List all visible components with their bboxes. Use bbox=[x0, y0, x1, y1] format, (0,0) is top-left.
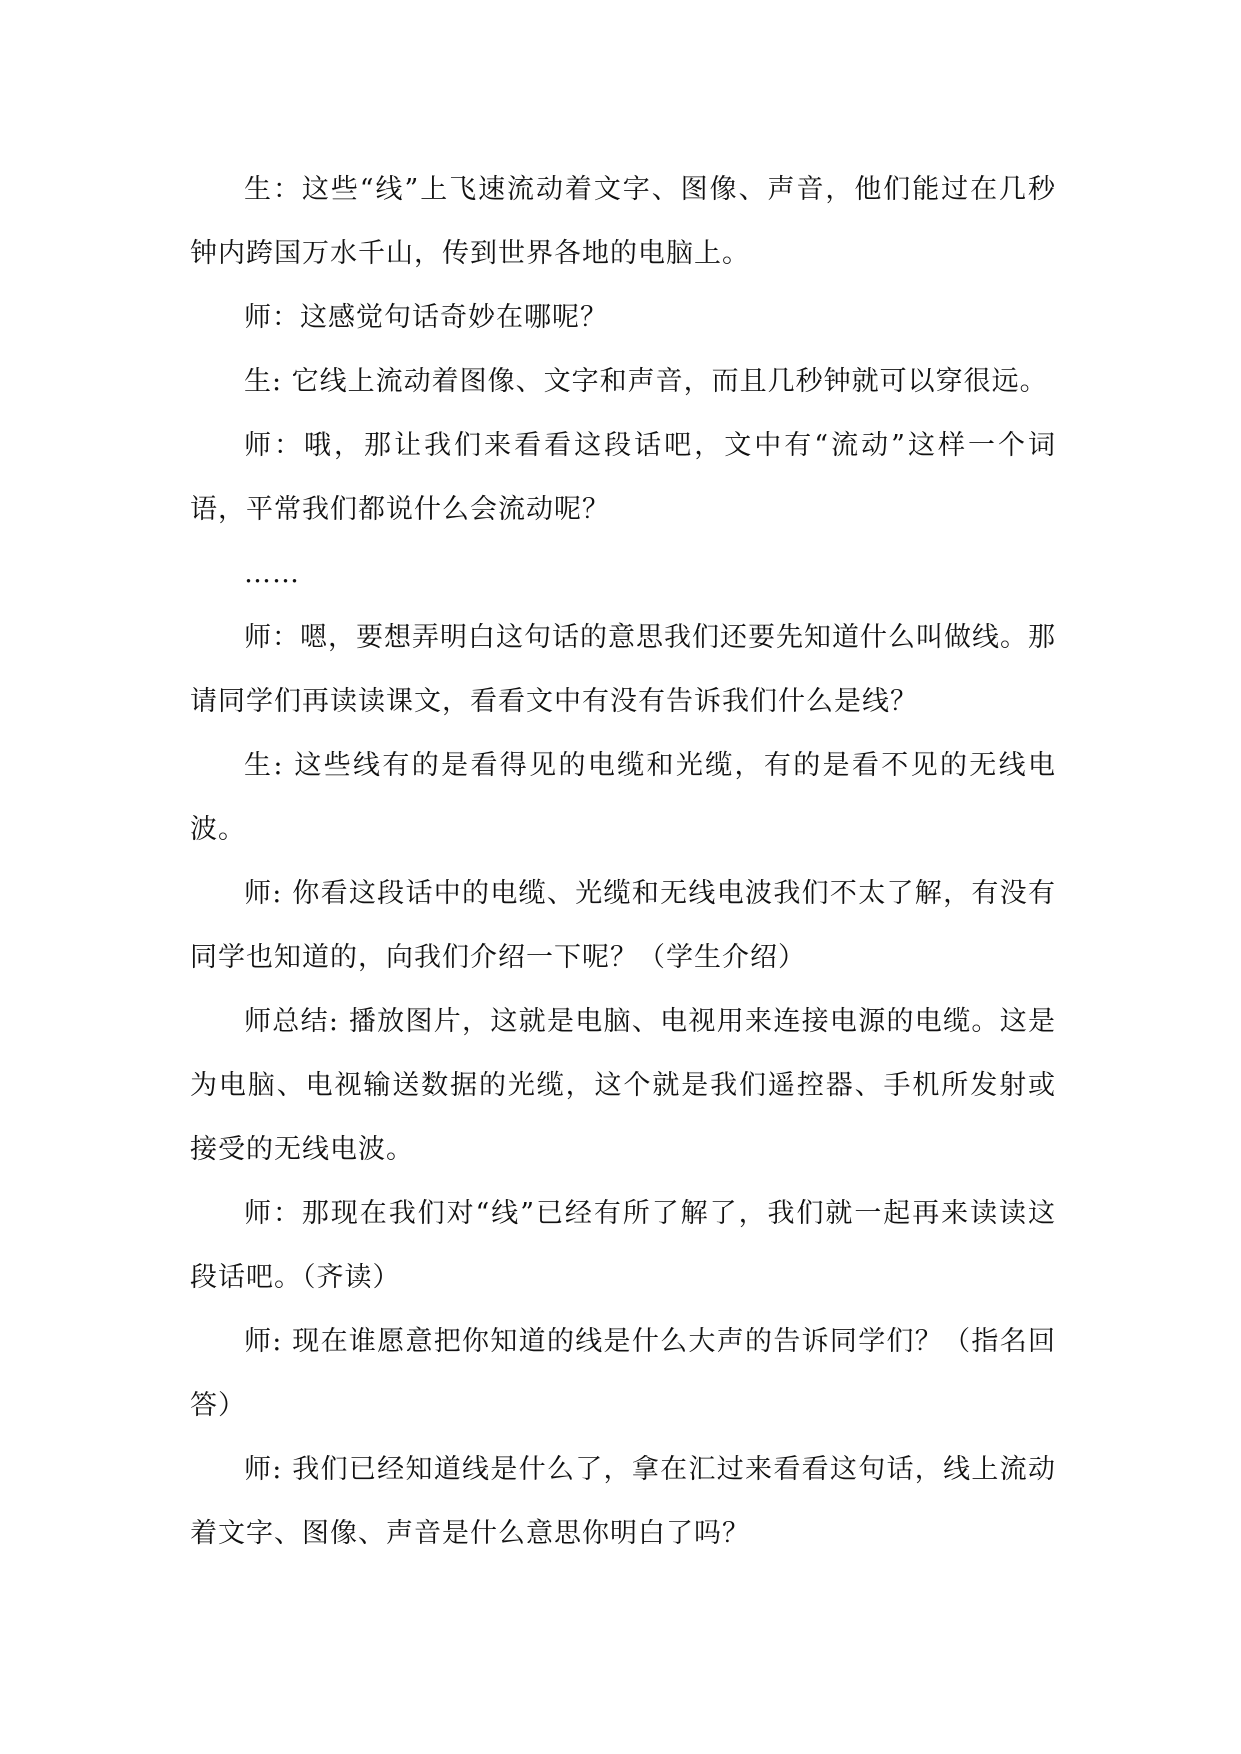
paragraph-2: 师：这感觉句话奇妙在哪呢？ bbox=[244, 302, 608, 333]
paragraph-4: 师：哦，那让我们来看看这段话吧，文中有“流动”这样一个词语，平常我们都说什么会流动呢？ bbox=[190, 430, 1056, 525]
paragraph-9: 师总结: 播放图片，这就是电脑、电视用来连接电源的电缆。这是为电脑、电视输送数据的光缆，这个就是我们遥控器、手机所发射或接受的无线电波。 bbox=[190, 1006, 1056, 1165]
paragraph-8: 师: 你看这段话中的电缆、光缆和无线电波我们不太了解，有没有同学也知道的，向我们介绍一下呢？（学生介绍） bbox=[190, 878, 1056, 973]
paragraph-12: 师: 我们已经知道线是什么了，拿在汇过来看看这句话，线上流动着文字、图像、声音是什么意思你明白了吗？ bbox=[190, 1454, 1056, 1549]
paragraph-7: 生: 这些线有的是看得见的电缆和光缆，有的是看不见的无线电波。 bbox=[190, 750, 1056, 845]
paragraph-10: 师：那现在我们对“线”已经有所了解了，我们就一起再来读读这段话吧。（齐读） bbox=[190, 1198, 1056, 1293]
ellipsis-paragraph: …… bbox=[244, 558, 300, 589]
document-body bbox=[190, 158, 1056, 1566]
paragraph-11: 师: 现在谁愿意把你知道的线是什么大声的告诉同学们？（指名回答） bbox=[190, 1326, 1056, 1421]
paragraph-3: 生: 它线上流动着图像、文字和声音，而且几秒钟就可以穿很远。 bbox=[244, 366, 1048, 397]
paragraph-6: 师：嗯，要想弄明白这句话的意思我们还要先知道什么叫做线。那请同学们再读读课文，看看文中有没有告诉我们什么是线？ bbox=[190, 622, 1056, 717]
paragraph-1: 生：这些“线”上飞速流动着文字、图像、声音，他们能过在几秒钟内跨国万水千山，传到世界各地的电脑上。 bbox=[190, 174, 1056, 269]
